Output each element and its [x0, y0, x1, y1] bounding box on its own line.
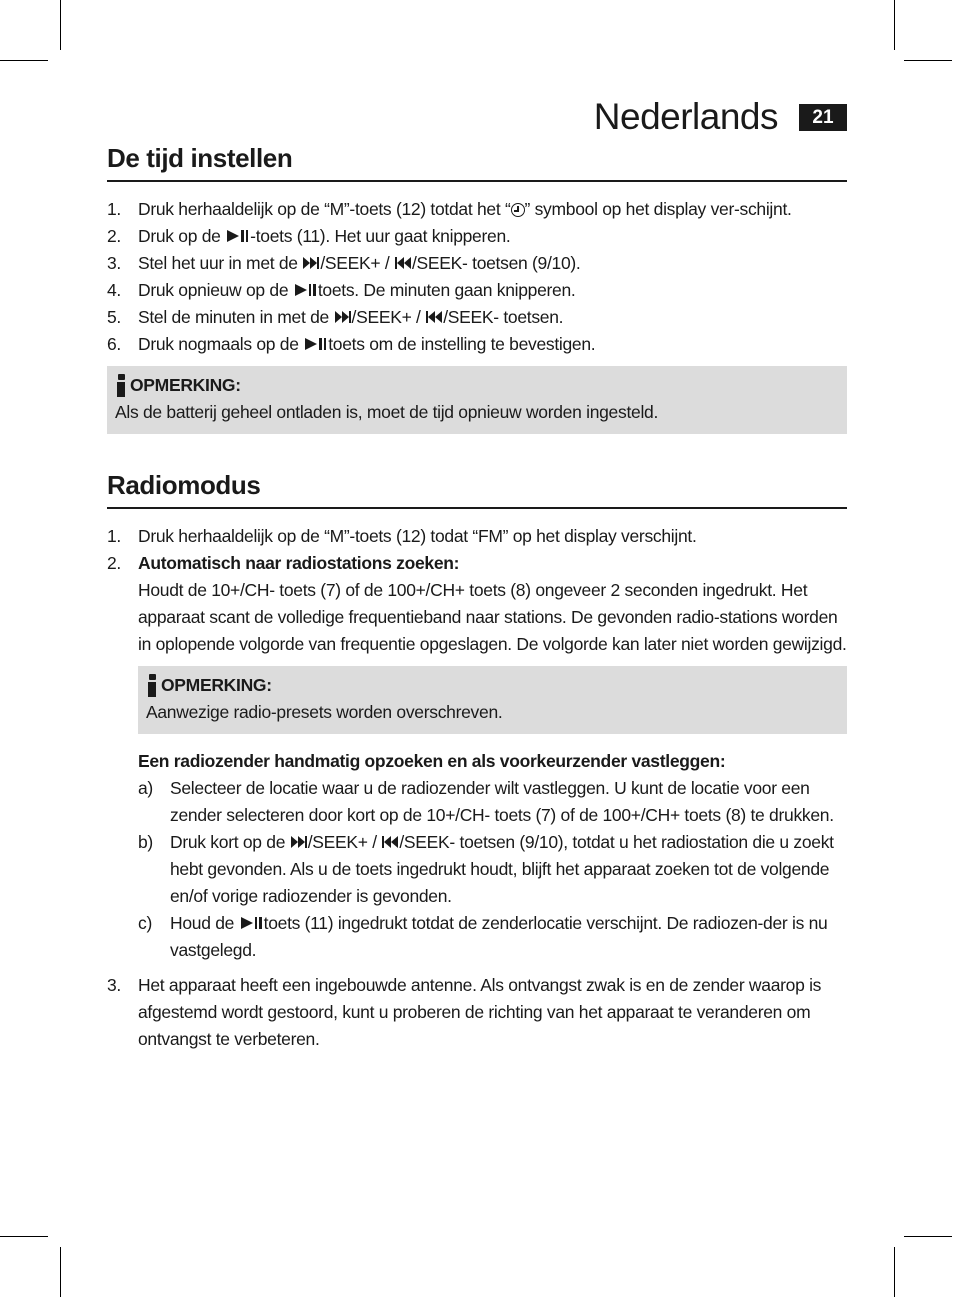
- info-icon: [146, 674, 158, 697]
- skip-forward-icon: [335, 311, 351, 323]
- section-title-time: De tijd instellen: [107, 143, 847, 182]
- crop-mark: [904, 1236, 952, 1237]
- crop-mark: [60, 0, 61, 50]
- auto-search-text: Houdt de 10+/CH- toets (7) of de 100+/CH+ toets (8) ongeveer 2 seconden ingedrukt. Het apparaat scant de volledige frequentieband naar stations. De gevonden radio-stations worden in oplopende volgorde van frequentie opgeslagen. De volgorde kan later niet worden gewijzigd.: [138, 580, 847, 654]
- radio-steps: [107, 523, 847, 1053]
- list-item: c) Houd de toets (11) ingedrukt totdat de zenderlocatie verschijnt. De radiozen-der is nu vastgelegd.: [138, 913, 828, 960]
- note-label: OPMERKING:: [130, 375, 241, 395]
- auto-search-heading: Automatisch naar radiostations zoeken:: [138, 553, 460, 573]
- time-steps: [107, 196, 847, 358]
- play-pause-icon: [227, 230, 248, 242]
- skip-forward-icon: [303, 257, 319, 269]
- play-pause-icon: [305, 338, 326, 350]
- note-text: Aanwezige radio-presets worden overschreven.: [146, 702, 503, 722]
- crop-mark: [894, 1247, 895, 1297]
- list-item: 4. Druk opnieuw op de toets. De minuten gaan knipperen.: [107, 280, 576, 300]
- crop-mark: [894, 0, 895, 50]
- list-item: 6. Druk nogmaals op de toets om de instelling te bevestigen.: [107, 334, 596, 354]
- list-item: 1. Druk herhaaldelijk op de “M”-toets (12) totdat het “ ” symbool op het display ver-schijnt.: [107, 199, 792, 219]
- skip-forward-icon: [291, 836, 307, 848]
- skip-back-icon: [382, 836, 398, 848]
- section-title-radio: Radiomodus: [107, 470, 847, 509]
- note-text: Als de batterij geheel ontladen is, moet de tijd opnieuw worden ingesteld.: [115, 402, 659, 422]
- list-item: 3. Stel het uur in met de /SEEK+ / /SEEK- toetsen (9/10).: [107, 253, 581, 273]
- page-content: [107, 143, 847, 1053]
- language-title: Nederlands: [593, 96, 778, 137]
- manual-search-heading: Een radiozender handmatig opzoeken en als voorkeurzender vastleggen:: [138, 751, 726, 771]
- list-item: 2. Druk op de -toets (11). Het uur gaat knipperen.: [107, 226, 511, 246]
- page-number: 21: [799, 104, 847, 131]
- manual-steps: [138, 775, 847, 964]
- crop-mark: [0, 1236, 48, 1237]
- crop-mark: [0, 60, 48, 61]
- list-item: 2. Automatisch naar radiostations zoeken: Houdt de 10+/CH- toets (7) of de 100+/CH+ toets (8) ongeveer 2 seconden ingedrukt. Het apparaat scant de volledige frequentieband naar stations. De gevonden radio-stations worden in oplopende volgorde van frequentie opgeslagen. De volgorde kan later niet worden gewijzigd. OPMERKING: Aanwezige radio-presets worden overschreven. Een radiozender handmatig opzoeken en als voorkeurzender vastleggen: a) Selecteer de locatie waar u de radiozender wilt vastleggen. U kunt de locatie voor een zender selecteren door kort op de 10+/CH- toets (7) of de 100+/CH+ toets (8) te drukken. b) Druk kort op de /SEEK+ / /SEEK- toetsen (9/10), totdat u het radiostation die u zoekt hebt gevonden. Als u de toets ingedrukt houdt, blijft het apparaat zoeken tot de volgende en/of vorige radiozender is gevonden. c) Houd de toets (11) ingedrukt totdat de zenderlocatie verschijnt. De radiozen-der is nu vastgelegd.: [107, 550, 847, 964]
- note-box: [107, 366, 847, 434]
- note-label: OPMERKING:: [161, 675, 272, 695]
- crop-mark: [60, 1247, 61, 1297]
- crop-mark: [904, 60, 952, 61]
- skip-back-icon: [426, 311, 442, 323]
- play-pause-icon: [241, 917, 262, 929]
- list-item: 1. Druk herhaaldelijk op de “M”-toets (12) todat “FM” op het display verschijnt.: [107, 526, 697, 546]
- list-item: 5. Stel de minuten in met de /SEEK+ / /SEEK- toetsen.: [107, 307, 564, 327]
- list-item: 3. Het apparaat heeft een ingebouwde antenne. Als ontvangst zwak is en de zender waarop is afgestemd wordt gestoord, kunt u proberen de richting van het apparaat te veranderen om ontvangst te verbeteren.: [107, 975, 822, 1049]
- play-pause-icon: [295, 284, 316, 296]
- note-box: [138, 666, 847, 734]
- info-icon: [115, 374, 127, 397]
- clock-icon: [511, 203, 525, 217]
- list-item: a) Selecteer de locatie waar u de radiozender wilt vastleggen. U kunt de locatie voor een zender selecteren door kort op de 10+/CH- toets (7) of de 100+/CH+ toets (8) te drukken.: [138, 778, 834, 825]
- list-item: b) Druk kort op de /SEEK+ / /SEEK- toetsen (9/10), totdat u het radiostation die u zoekt hebt gevonden. Als u de toets ingedrukt houdt, blijft het apparaat zoeken tot de volgende en/of vorige radiozender is gevonden.: [138, 832, 834, 906]
- skip-back-icon: [395, 257, 411, 269]
